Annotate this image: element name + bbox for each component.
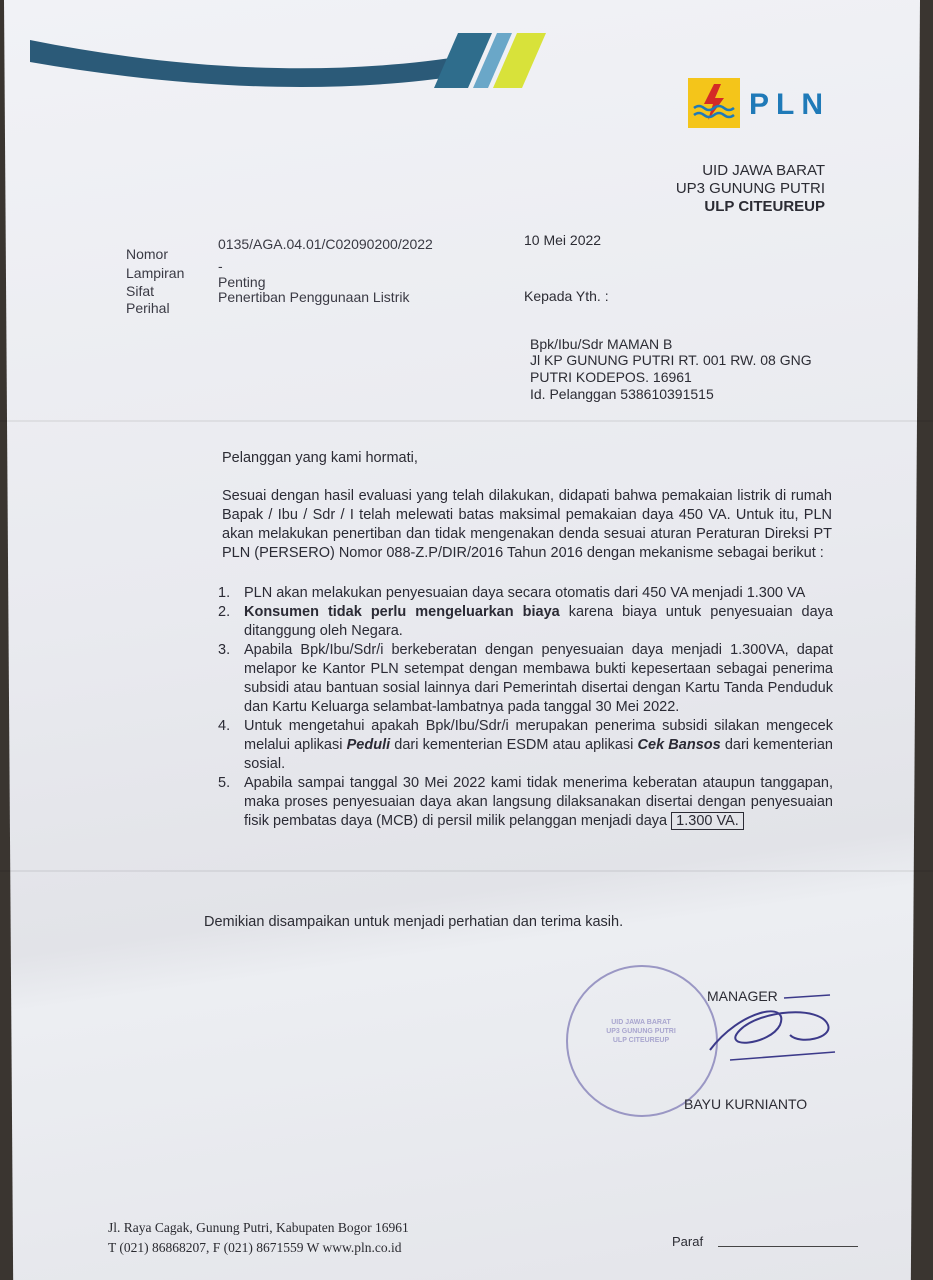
perihal-value: Penertiban Penggunaan Listrik <box>218 289 410 305</box>
unit-uid: UID JAWA BARAT <box>702 162 825 179</box>
paper-fold-line <box>0 420 933 422</box>
handwritten-signature <box>700 990 840 1080</box>
app-cek-bansos: Cek Bansos <box>637 737 721 753</box>
signatory-title: MANAGER <box>707 988 778 1004</box>
stamp-text: UID JAWA BARAT UP3 GUNUNG PUTRI ULP CITEUREUP <box>606 1019 676 1044</box>
closing-sentence: Demikian disampaikan untuk menjadi perhatian dan terima kasih. <box>204 914 624 930</box>
letter-date: 10 Mei 2022 <box>524 232 602 248</box>
boxed-power-value: 1.300 VA. <box>671 812 744 830</box>
list-item: 5. Apabila sampai tanggal 30 Mei 2022 kami tidak menerima keberatan ataupun tanggapan, maka proses penyesuaian daya akan langsung dilaksanakan disertai dengan penyesuaian fisik pembatas daya (MCB) di persil milik pelanggan menjadi daya 1.300 VA. <box>218 775 833 829</box>
lampiran-value: - <box>218 258 223 274</box>
recipient-name: Bpk/Ibu/Sdr MAMAN B <box>530 336 673 352</box>
perihal-label: Perihal <box>126 300 170 316</box>
pln-logo-text: PLN <box>749 88 830 121</box>
footer-contacts: T (021) 86868207, F (021) 8671559 W www.pln.co.id <box>108 1240 402 1255</box>
mechanism-list <box>218 584 833 831</box>
signatory-name: BAYU KURNIANTO <box>684 1096 808 1112</box>
app-peduli: Peduli <box>346 737 391 753</box>
paper-fold-line <box>0 870 933 872</box>
list-item: 3. Apabila Bpk/Ibu/Sdr/i berkeberatan dengan penyesuaian daya menjadi 1.300VA, dapat melapor ke Kantor PLN setempat dengan membawa bukti kepesertaan sebagai penerima subsidi atau bantuan sosial lainnya dari Pemerintah disertai dengan Kartu Tanda Penduduk dan Kartu Keluarga selambat-lambatnya pada tanggal 30 Mei 2022. <box>218 642 833 715</box>
kepada-label: Kepada Yth. : <box>524 288 609 304</box>
sifat-label: Sifat <box>126 283 155 299</box>
unit-ulp: ULP CITEUREUP <box>704 198 825 215</box>
footer-address: Jl. Raya Cagak, Gunung Putri, Kabupaten Bogor 16961 <box>108 1220 409 1235</box>
paraf-line <box>718 1246 858 1247</box>
paraf-label: Paraf <box>672 1234 704 1249</box>
no-cost-highlight: Konsumen tidak perlu mengeluarkan biaya <box>244 604 560 620</box>
pln-logo-icon <box>688 78 740 128</box>
lampiran-label: Lampiran <box>126 265 185 281</box>
customer-id: Id. Pelanggan 538610391515 <box>530 386 714 402</box>
salutation: Pelanggan yang kami hormati, <box>222 450 418 466</box>
list-item: 4. Untuk mengetahui apakah Bpk/Ibu/Sdr/i merupakan penerima subsidi silakan mengecek melalui aplikasi Peduli dari kementerian ESDM atau aplikasi Cek Bansos dari kementerian sosial. <box>218 718 833 772</box>
nomor-value: 0135/AGA.04.01/C02090200/2022 <box>218 236 433 252</box>
list-item: 1. PLN akan melakukan penyesuaian daya secara otomatis dari 450 VA menjadi 1.300 VA <box>218 585 806 601</box>
recipient-address-line2: PUTRI KODEPOS. 16961 <box>530 369 692 385</box>
recipient-address-line1: Jl KP GUNUNG PUTRI RT. 001 RW. 08 GNG <box>530 352 812 368</box>
intro-paragraph: Sesuai dengan hasil evaluasi yang telah dilakukan, didapati bahwa pemakaian listrik di rumah Bapak / Ibu / Sdr / I telah melewati batas maksimal pemakaian daya 450 VA. Untuk itu, PLN akan melakukan penertiban dan tidak mengenakan denda sesuai aturan Peraturan Direksi PT PLN (PERSERO) Nomor 088-Z.P/DIR/2016 Tahun 2016 dengan mekanisme sebagai berikut : <box>222 488 832 561</box>
nomor-label: Nomor <box>126 246 169 262</box>
unit-up3: UP3 GUNUNG PUTRI <box>675 180 825 197</box>
sifat-value: Penting <box>218 274 266 290</box>
list-item: 2. Konsumen tidak perlu mengeluarkan biaya karena biaya untuk penyesuaian daya ditanggung oleh Negara. <box>218 604 833 639</box>
